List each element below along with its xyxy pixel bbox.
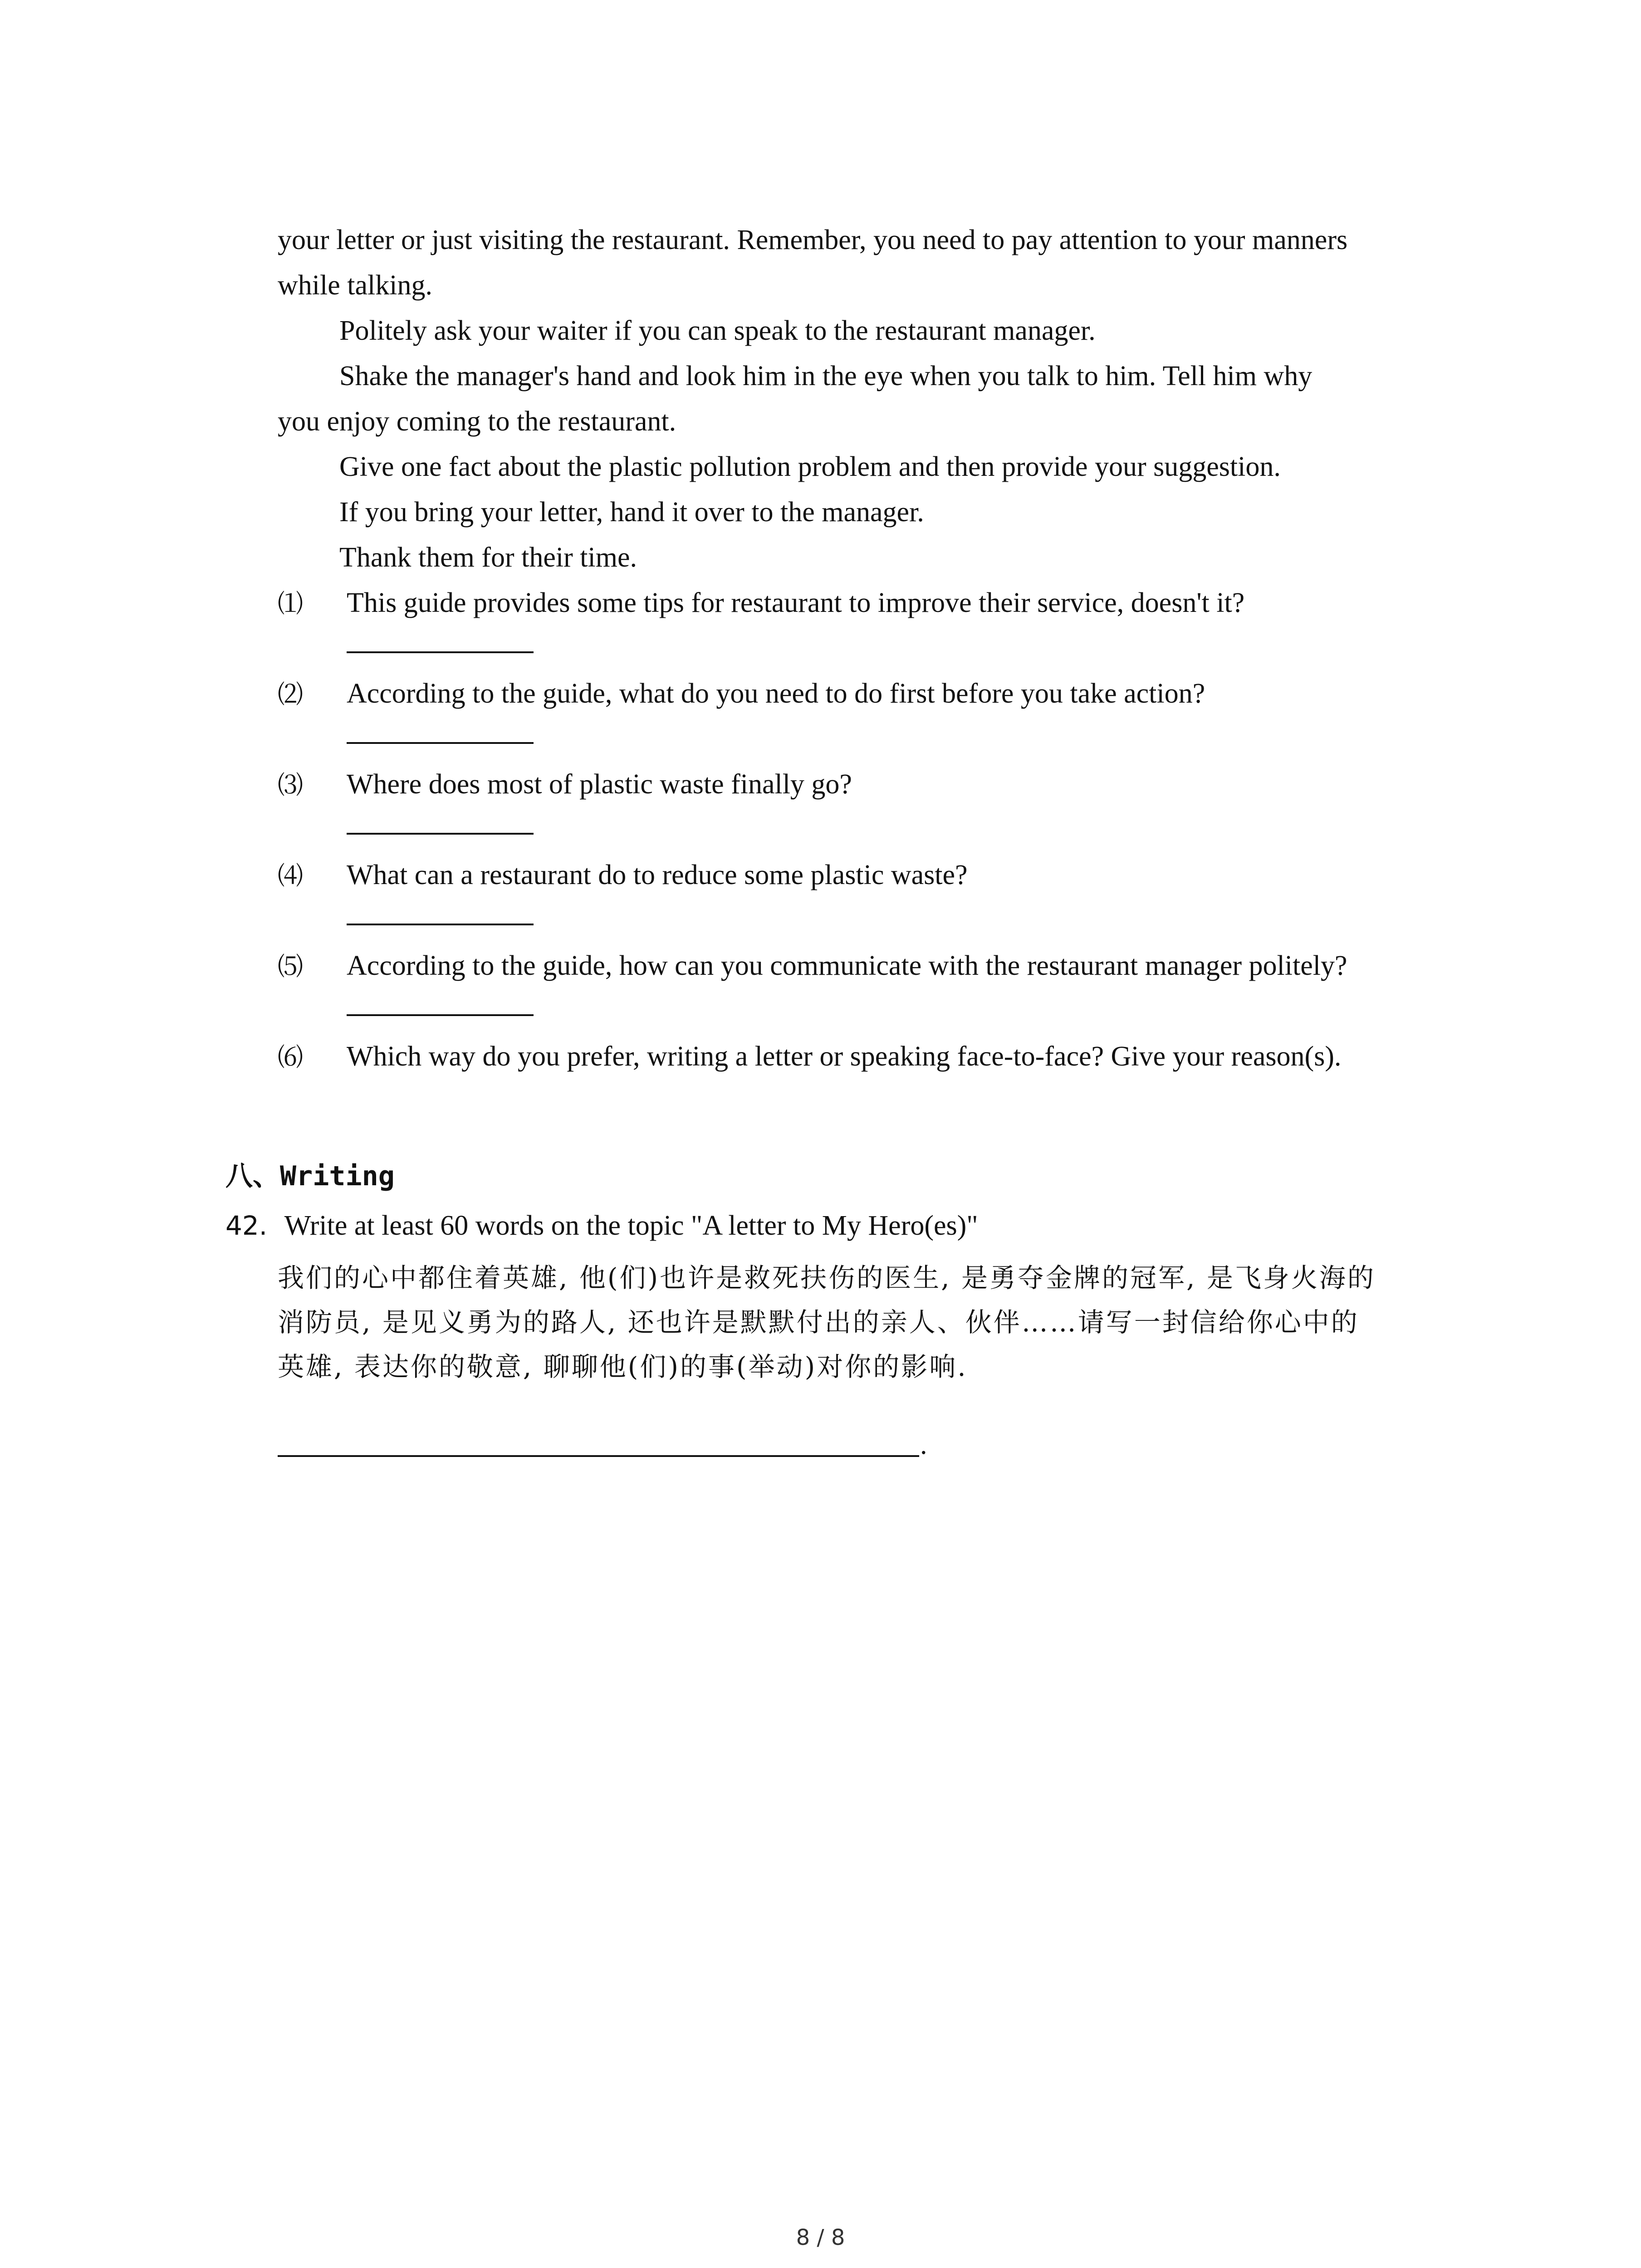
question-number: ⑷ bbox=[278, 862, 303, 890]
question-text: Where does most of plastic waste finally go? bbox=[347, 769, 852, 800]
item-number: 42. bbox=[225, 1210, 268, 1241]
passage-line-8: Thank them for their time. bbox=[339, 542, 637, 573]
passage-line-3: Politely ask your waiter if you can speak to the restaurant manager. bbox=[339, 315, 1096, 346]
passage-line-4: Shake the manager's hand and look him in the eye when you talk to him. Tell him why bbox=[339, 361, 1313, 391]
section-prefix: 八、 bbox=[225, 1160, 280, 1192]
answer-blank[interactable] bbox=[347, 742, 534, 744]
question-text: Which way do you prefer, writing a letter or speaking face-to-face? Give your reason(s). bbox=[347, 1041, 1342, 1072]
question-number: ⑹ bbox=[278, 1044, 303, 1072]
answer-blank[interactable] bbox=[347, 924, 534, 925]
passage-line-6: Give one fact about the plastic pollution problem and then provide your suggestion. bbox=[339, 451, 1281, 482]
chinese-instruction-line-2: 消防员, 是见义勇为的路人, 还也许是默默付出的亲人、伙伴……请写一封信给你心中的 bbox=[278, 1307, 1359, 1338]
section-heading bbox=[225, 1154, 395, 1193]
answer-line[interactable] bbox=[278, 1429, 919, 1457]
answer-blank[interactable] bbox=[347, 833, 534, 835]
question-text: This guide provides some tips for restaurant to improve their service, doesn't it? bbox=[347, 587, 1245, 618]
page-number: 8 / 8 bbox=[796, 2225, 845, 2250]
passage-line-7: If you bring your letter, hand it over to the manager. bbox=[339, 497, 924, 528]
passage-line-2: while talking. bbox=[278, 270, 432, 301]
question-number: ⑵ bbox=[278, 681, 303, 709]
answer-blank[interactable] bbox=[347, 651, 534, 653]
question-text: According to the guide, what do you need to do first before you take action? bbox=[347, 678, 1205, 709]
question-number: ⑴ bbox=[278, 590, 303, 618]
section-title: Writing bbox=[280, 1160, 395, 1192]
chinese-instruction-line-1: 我们的心中都住着英雄, 他(们)也许是救死扶伤的医生, 是勇夺金牌的冠军, 是飞身火海的 bbox=[278, 1262, 1376, 1293]
question-number: ⑸ bbox=[278, 953, 303, 981]
writing-prompt-text: Write at least 60 words on the topic "A letter to My Hero(es)" bbox=[284, 1210, 978, 1241]
passage-line-1: your letter or just visiting the restaurant. Remember, you need to pay attention to your manners bbox=[278, 225, 1348, 255]
passage-line-5: you enjoy coming to the restaurant. bbox=[278, 406, 676, 437]
answer-blank[interactable] bbox=[347, 1014, 534, 1016]
answer-line-period: . bbox=[920, 1429, 927, 1460]
question-text: According to the guide, how can you communicate with the restaurant manager politely? bbox=[347, 950, 1347, 981]
question-text: What can a restaurant do to reduce some plastic waste? bbox=[347, 860, 968, 890]
writing-prompt bbox=[225, 1210, 978, 1242]
question-number: ⑶ bbox=[278, 772, 303, 800]
chinese-instruction-line-3: 英雄, 表达你的敬意, 聊聊他(们)的事(举动)对你的影响. bbox=[278, 1351, 968, 1382]
